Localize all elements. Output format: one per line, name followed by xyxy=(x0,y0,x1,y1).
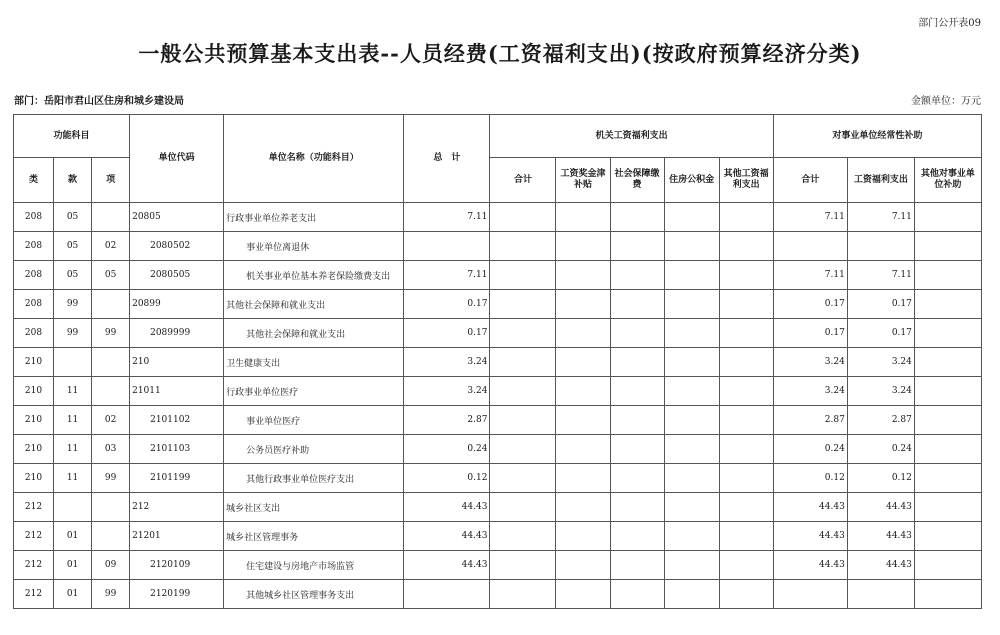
cell-xiang xyxy=(92,522,130,551)
table-row xyxy=(14,464,982,493)
cell-subsidy-subtotal: 0.12 xyxy=(773,464,847,493)
cell-unit-name: 其他社会保障和就业支出 xyxy=(224,290,404,319)
cell-agency-subtotal xyxy=(490,377,556,406)
cell-housing-fund xyxy=(664,232,719,261)
cell-agency-subtotal xyxy=(490,203,556,232)
cell-unit-code: 21201 xyxy=(130,522,224,551)
header-agency-group: 机关工资福利支出 xyxy=(490,115,773,158)
cell-unit-name: 公务员医疗补助 xyxy=(224,435,404,464)
table-row xyxy=(14,348,982,377)
header-subsidy-wage: 工资福利支出 xyxy=(847,158,914,203)
cell-subsidy-other xyxy=(914,493,981,522)
table-row xyxy=(14,261,982,290)
cell-other-wage xyxy=(719,290,773,319)
cell-other-wage xyxy=(719,406,773,435)
cell-unit-code: 2089999 xyxy=(130,319,224,348)
cell-agency-subtotal xyxy=(490,290,556,319)
cell-other-wage xyxy=(719,435,773,464)
cell-housing-fund xyxy=(664,203,719,232)
cell-unit-code: 2101102 xyxy=(130,406,224,435)
header-agency-subtotal: 合计 xyxy=(490,158,556,203)
cell-social-security xyxy=(610,290,664,319)
cell-subsidy-wage xyxy=(847,232,914,261)
cell-kuan: 05 xyxy=(54,232,92,261)
cell-kuan xyxy=(54,493,92,522)
cell-kuan: 01 xyxy=(54,580,92,609)
cell-subsidy-wage: 7.11 xyxy=(847,203,914,232)
cell-unit-name: 其他行政事业单位医疗支出 xyxy=(224,464,404,493)
cell-wage-allowance xyxy=(556,493,610,522)
cell-xiang: 09 xyxy=(92,551,130,580)
cell-agency-subtotal xyxy=(490,580,556,609)
cell-agency-subtotal xyxy=(490,319,556,348)
cell-social-security xyxy=(610,522,664,551)
cell-social-security xyxy=(610,493,664,522)
cell-subsidy-subtotal: 2.87 xyxy=(773,406,847,435)
cell-unit-code: 2120199 xyxy=(130,580,224,609)
cell-housing-fund xyxy=(664,522,719,551)
header-total: 总 计 xyxy=(404,115,490,203)
header-housing-fund: 住房公积金 xyxy=(664,158,719,203)
cell-housing-fund xyxy=(664,464,719,493)
cell-social-security xyxy=(610,580,664,609)
cell-housing-fund xyxy=(664,290,719,319)
table-row xyxy=(14,435,982,464)
cell-social-security xyxy=(610,406,664,435)
cell-subsidy-subtotal: 0.17 xyxy=(773,319,847,348)
cell-subsidy-wage: 7.11 xyxy=(847,261,914,290)
cell-agency-subtotal xyxy=(490,232,556,261)
header-subsidy-subtotal: 合计 xyxy=(773,158,847,203)
cell-social-security xyxy=(610,203,664,232)
cell-xiang: 99 xyxy=(92,464,130,493)
cell-other-wage xyxy=(719,580,773,609)
cell-unit-name: 事业单位离退休 xyxy=(224,232,404,261)
table-row xyxy=(14,551,982,580)
cell-unit-code: 2080505 xyxy=(130,261,224,290)
cell-agency-subtotal xyxy=(490,551,556,580)
cell-social-security xyxy=(610,377,664,406)
cell-subsidy-subtotal xyxy=(773,580,847,609)
cell-subsidy-subtotal: 3.24 xyxy=(773,377,847,406)
cell-social-security xyxy=(610,464,664,493)
cell-other-wage xyxy=(719,203,773,232)
cell-lei: 210 xyxy=(14,348,54,377)
table-row xyxy=(14,406,982,435)
cell-xiang: 99 xyxy=(92,319,130,348)
cell-total: 3.24 xyxy=(404,348,490,377)
header-unit-code: 单位代码 xyxy=(130,115,224,203)
cell-subsidy-subtotal: 7.11 xyxy=(773,203,847,232)
cell-wage-allowance xyxy=(556,348,610,377)
cell-unit-code: 20805 xyxy=(130,203,224,232)
cell-subsidy-other xyxy=(914,261,981,290)
cell-unit-name: 城乡社区支出 xyxy=(224,493,404,522)
cell-xiang xyxy=(92,203,130,232)
cell-kuan: 11 xyxy=(54,435,92,464)
cell-xiang: 02 xyxy=(92,406,130,435)
cell-agency-subtotal xyxy=(490,348,556,377)
cell-other-wage xyxy=(719,464,773,493)
page-title: 一般公共预算基本支出表--人员经费(工资福利支出)(按政府预算经济分类) xyxy=(138,41,862,66)
cell-unit-name: 城乡社区管理事务 xyxy=(224,522,404,551)
cell-unit-code: 212 xyxy=(130,493,224,522)
cell-subsidy-wage: 0.17 xyxy=(847,290,914,319)
cell-total: 0.17 xyxy=(404,290,490,319)
cell-subsidy-subtotal: 3.24 xyxy=(773,348,847,377)
cell-unit-name: 住宅建设与房地产市场监管 xyxy=(224,551,404,580)
cell-agency-subtotal xyxy=(490,522,556,551)
cell-lei: 208 xyxy=(14,232,54,261)
cell-lei: 208 xyxy=(14,290,54,319)
table-row xyxy=(14,319,982,348)
cell-unit-code: 21011 xyxy=(130,377,224,406)
cell-total xyxy=(404,232,490,261)
cell-wage-allowance xyxy=(556,232,610,261)
cell-total: 7.11 xyxy=(404,203,490,232)
cell-lei: 210 xyxy=(14,406,54,435)
cell-kuan: 11 xyxy=(54,464,92,493)
cell-wage-allowance xyxy=(556,406,610,435)
cell-subsidy-subtotal: 44.43 xyxy=(773,522,847,551)
cell-xiang xyxy=(92,493,130,522)
cell-agency-subtotal xyxy=(490,493,556,522)
cell-unit-code: 2120109 xyxy=(130,551,224,580)
cell-subsidy-other xyxy=(914,406,981,435)
cell-wage-allowance xyxy=(556,522,610,551)
cell-wage-allowance xyxy=(556,203,610,232)
cell-unit-name: 其他城乡社区管理事务支出 xyxy=(224,580,404,609)
cell-subsidy-wage: 44.43 xyxy=(847,493,914,522)
cell-unit-name: 卫生健康支出 xyxy=(224,348,404,377)
cell-lei: 208 xyxy=(14,319,54,348)
cell-wage-allowance xyxy=(556,580,610,609)
cell-kuan: 11 xyxy=(54,377,92,406)
cell-xiang: 05 xyxy=(92,261,130,290)
cell-kuan: 01 xyxy=(54,522,92,551)
cell-subsidy-subtotal: 0.24 xyxy=(773,435,847,464)
cell-kuan: 05 xyxy=(54,261,92,290)
cell-unit-name: 机关事业单位基本养老保险缴费支出 xyxy=(224,261,404,290)
header-xiang: 项 xyxy=(92,158,130,203)
header-unit-name: 单位名称（功能科目） xyxy=(224,115,404,203)
cell-subsidy-subtotal: 44.43 xyxy=(773,551,847,580)
cell-other-wage xyxy=(719,493,773,522)
cell-subsidy-other xyxy=(914,580,981,609)
cell-agency-subtotal xyxy=(490,406,556,435)
cell-subsidy-other xyxy=(914,522,981,551)
cell-total: 0.17 xyxy=(404,319,490,348)
cell-subsidy-other xyxy=(914,290,981,319)
cell-total: 3.24 xyxy=(404,377,490,406)
cell-total xyxy=(404,580,490,609)
cell-unit-name: 行政事业单位医疗 xyxy=(224,377,404,406)
cell-total: 0.24 xyxy=(404,435,490,464)
cell-lei: 208 xyxy=(14,261,54,290)
cell-subsidy-other xyxy=(914,377,981,406)
cell-subsidy-wage: 3.24 xyxy=(847,377,914,406)
cell-subsidy-other xyxy=(914,551,981,580)
table-row xyxy=(14,580,982,609)
header-social-security: 社会保障缴费 xyxy=(610,158,664,203)
cell-subsidy-other xyxy=(914,435,981,464)
table-row xyxy=(14,232,982,261)
cell-xiang xyxy=(92,290,130,319)
cell-subsidy-subtotal: 7.11 xyxy=(773,261,847,290)
cell-lei: 212 xyxy=(14,580,54,609)
cell-subsidy-other xyxy=(914,348,981,377)
cell-subsidy-subtotal: 0.17 xyxy=(773,290,847,319)
cell-agency-subtotal xyxy=(490,261,556,290)
cell-subsidy-subtotal xyxy=(773,232,847,261)
table-row xyxy=(14,203,982,232)
cell-subsidy-wage: 0.17 xyxy=(847,319,914,348)
cell-subsidy-wage: 3.24 xyxy=(847,348,914,377)
cell-social-security xyxy=(610,551,664,580)
cell-subsidy-wage: 44.43 xyxy=(847,551,914,580)
header-subsidy-group: 对事业单位经常性补助 xyxy=(773,115,981,158)
cell-agency-subtotal xyxy=(490,464,556,493)
cell-kuan: 99 xyxy=(54,290,92,319)
cell-lei: 212 xyxy=(14,493,54,522)
cell-subsidy-subtotal: 44.43 xyxy=(773,493,847,522)
cell-other-wage xyxy=(719,319,773,348)
expenditure-table xyxy=(13,114,982,609)
cell-wage-allowance xyxy=(556,464,610,493)
cell-total: 2.87 xyxy=(404,406,490,435)
cell-social-security xyxy=(610,435,664,464)
table-row xyxy=(14,290,982,319)
cell-social-security xyxy=(610,232,664,261)
cell-lei: 210 xyxy=(14,464,54,493)
cell-unit-code: 20899 xyxy=(130,290,224,319)
cell-wage-allowance xyxy=(556,435,610,464)
cell-xiang: 99 xyxy=(92,580,130,609)
cell-kuan: 05 xyxy=(54,203,92,232)
header-wage-allowance: 工资奖金津补贴 xyxy=(556,158,610,203)
header-lei: 类 xyxy=(14,158,54,203)
cell-xiang xyxy=(92,348,130,377)
header-kuan: 款 xyxy=(54,158,92,203)
cell-lei: 210 xyxy=(14,435,54,464)
cell-kuan: 11 xyxy=(54,406,92,435)
cell-wage-allowance xyxy=(556,377,610,406)
cell-subsidy-wage xyxy=(847,580,914,609)
cell-xiang: 03 xyxy=(92,435,130,464)
cell-xiang: 02 xyxy=(92,232,130,261)
cell-housing-fund xyxy=(664,435,719,464)
cell-other-wage xyxy=(719,232,773,261)
cell-xiang xyxy=(92,377,130,406)
cell-unit-code: 2101103 xyxy=(130,435,224,464)
cell-housing-fund xyxy=(664,580,719,609)
cell-total: 7.11 xyxy=(404,261,490,290)
amount-unit-label: 金额单位：万元 xyxy=(911,96,981,107)
cell-kuan: 99 xyxy=(54,319,92,348)
header-subsidy-other: 其他对事业单位补助 xyxy=(914,158,981,203)
table-row xyxy=(14,493,982,522)
cell-unit-code: 2080502 xyxy=(130,232,224,261)
cell-housing-fund xyxy=(664,551,719,580)
cell-subsidy-other xyxy=(914,464,981,493)
cell-lei: 212 xyxy=(14,551,54,580)
table-row xyxy=(14,377,982,406)
header-other-wage: 其他工资福利支出 xyxy=(719,158,773,203)
cell-subsidy-wage: 0.12 xyxy=(847,464,914,493)
table-row xyxy=(14,522,982,551)
cell-wage-allowance xyxy=(556,551,610,580)
cell-agency-subtotal xyxy=(490,435,556,464)
cell-unit-name: 事业单位医疗 xyxy=(224,406,404,435)
cell-wage-allowance xyxy=(556,290,610,319)
cell-other-wage xyxy=(719,348,773,377)
cell-other-wage xyxy=(719,377,773,406)
cell-other-wage xyxy=(719,522,773,551)
cell-subsidy-other xyxy=(914,319,981,348)
cell-kuan xyxy=(54,348,92,377)
cell-total: 44.43 xyxy=(404,551,490,580)
cell-unit-name: 行政事业单位养老支出 xyxy=(224,203,404,232)
cell-lei: 212 xyxy=(14,522,54,551)
cell-subsidy-wage: 44.43 xyxy=(847,522,914,551)
cell-total: 44.43 xyxy=(404,493,490,522)
cell-social-security xyxy=(610,319,664,348)
cell-unit-name: 其他社会保障和就业支出 xyxy=(224,319,404,348)
cell-lei: 210 xyxy=(14,377,54,406)
cell-kuan: 01 xyxy=(54,551,92,580)
cell-wage-allowance xyxy=(556,261,610,290)
cell-housing-fund xyxy=(664,261,719,290)
cell-total: 0.12 xyxy=(404,464,490,493)
cell-social-security xyxy=(610,348,664,377)
cell-lei: 208 xyxy=(14,203,54,232)
cell-subsidy-other xyxy=(914,203,981,232)
cell-wage-allowance xyxy=(556,319,610,348)
cell-total: 44.43 xyxy=(404,522,490,551)
cell-subsidy-other xyxy=(914,232,981,261)
cell-housing-fund xyxy=(664,377,719,406)
cell-unit-code: 210 xyxy=(130,348,224,377)
cell-housing-fund xyxy=(664,406,719,435)
page-code: 部门公开表09 xyxy=(918,18,981,29)
cell-housing-fund xyxy=(664,348,719,377)
cell-housing-fund xyxy=(664,493,719,522)
cell-other-wage xyxy=(719,551,773,580)
cell-subsidy-wage: 0.24 xyxy=(847,435,914,464)
cell-social-security xyxy=(610,261,664,290)
cell-other-wage xyxy=(719,261,773,290)
department-label: 部门：岳阳市君山区住房和城乡建设局 xyxy=(14,96,184,107)
cell-subsidy-wage: 2.87 xyxy=(847,406,914,435)
cell-housing-fund xyxy=(664,319,719,348)
header-func-subject: 功能科目 xyxy=(14,115,130,158)
cell-unit-code: 2101199 xyxy=(130,464,224,493)
